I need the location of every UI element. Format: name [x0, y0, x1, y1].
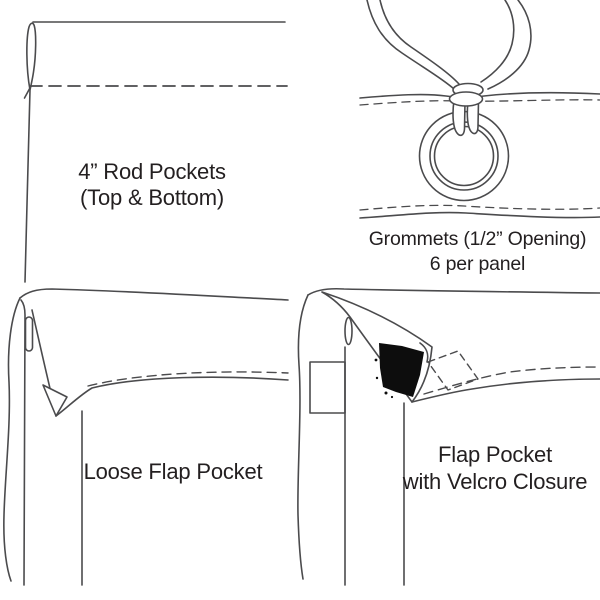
edge-velcro-tab: [310, 362, 345, 413]
grommet-illustration: [360, 0, 600, 218]
velcro-flap-pocket-label: [384, 441, 600, 495]
grommets-label-line1: Grommets (1/2” Opening): [368, 228, 587, 250]
loose-flap-pocket-label: [73, 459, 273, 485]
loose-flap-pocket-illustration: [4, 289, 288, 585]
side-hem-line: [21, 300, 25, 585]
velcro-flap-pocket-label-line2: with Velcro Closure: [402, 469, 588, 494]
velcro-position-outline: [428, 351, 478, 390]
hem-bottom-stitch: [360, 205, 600, 210]
panel-top-edge: [20, 289, 288, 300]
rod-pocket-illustration: [25, 22, 288, 282]
loose-flap-pocket-label-line1: Loose Flap Pocket: [83, 459, 263, 484]
grommets-label-line2: 6 per panel: [429, 253, 526, 275]
buttonhole-slot: [26, 317, 33, 351]
buttonhole-slot: [345, 318, 352, 345]
panel-left-edge: [298, 295, 308, 579]
velcro-flap-pocket-label-line1: Flap Pocket: [438, 442, 552, 467]
pocket-stitch-line: [424, 367, 600, 394]
panel-top-edge: [308, 289, 600, 295]
rope-knot-wrap-bottom: [450, 92, 483, 106]
hanging-loop: [25, 23, 36, 282]
rod-pockets-label: [52, 159, 252, 211]
rod-pockets-label-line2: (Top & Bottom): [80, 185, 224, 210]
grommets-label: [355, 227, 600, 277]
pocket-bottom-edge: [412, 379, 600, 402]
pocket-bottom-edge: [56, 377, 288, 416]
rope-right-strand: [481, 0, 531, 89]
hem-bottom-edge: [360, 213, 600, 218]
flap-corner-triangle: [43, 385, 67, 416]
rope-left-strand: [367, 0, 459, 89]
rod-pockets-label-line1: 4” Rod Pockets: [78, 159, 226, 184]
panel-left-edge: [4, 298, 20, 581]
velcro-flap-pocket-illustration: [298, 289, 600, 585]
